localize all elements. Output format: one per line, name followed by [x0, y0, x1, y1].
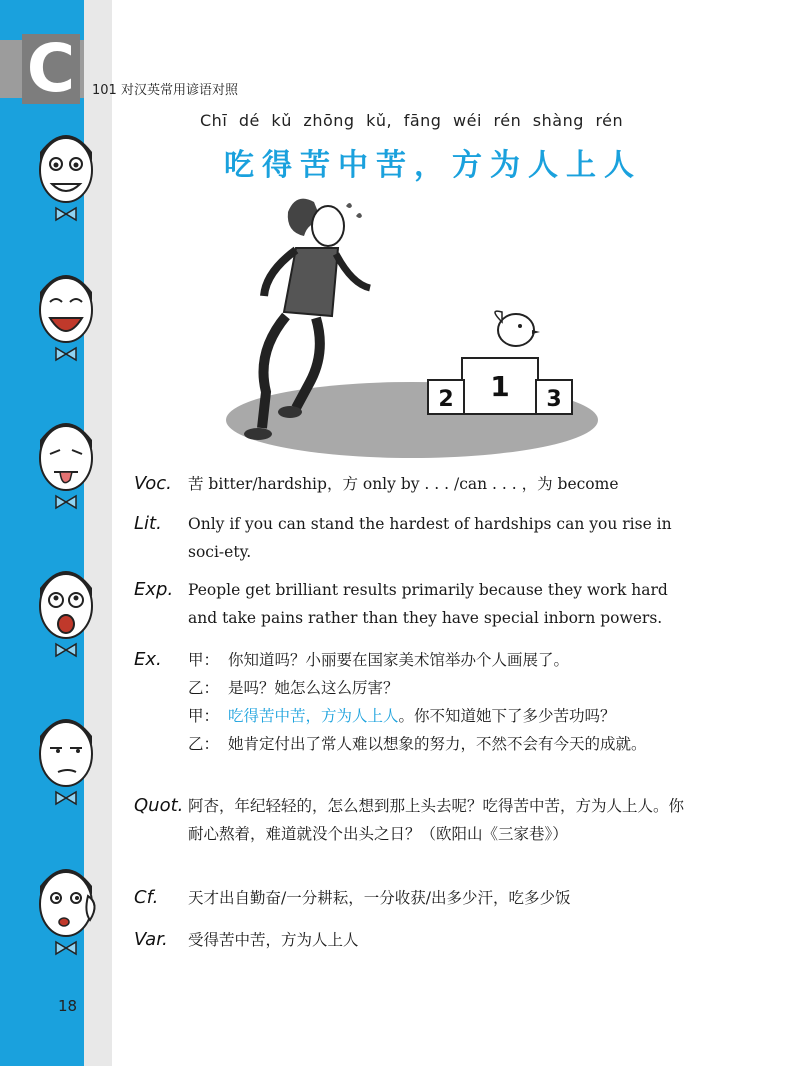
podium-third: 3: [546, 387, 562, 412]
exp-section: [134, 576, 694, 632]
exp-label: Exp.: [134, 579, 174, 600]
lit-text: Only if you can stand the hardest of hardships can you rise in soci-ety.: [188, 515, 672, 561]
quot-section: [134, 792, 694, 848]
lit-label: Lit.: [134, 513, 162, 534]
runner-podium-illustration: [226, 192, 598, 460]
listening-face-icon: [30, 856, 102, 956]
dialog-line: [134, 646, 694, 674]
cf-section: [134, 884, 694, 912]
var-text: 受得苦中苦，方为人上人: [188, 931, 359, 949]
var-section: [134, 926, 694, 954]
exp-text: People get brilliant results primarily because they work hard and take pains rather than they have special inborn powers.: [188, 581, 668, 627]
cf-text: 天才出自勤奋/一分耕耘，一分收获/出多少汗，吃多少饭: [188, 889, 571, 907]
smiling-face-icon: [30, 122, 102, 222]
entry-title: 吃得苦中苦，方为人上人: [224, 148, 642, 183]
entry-pinyin: Chī dé kǔ zhōng kǔ, fāng wéi rén shàng rén: [200, 111, 624, 130]
tongue-out-face-icon: [30, 410, 102, 510]
book-title: 101 对汉英常用谚语对照: [92, 83, 238, 98]
page-number: 18: [58, 997, 78, 1015]
ex-section: [134, 646, 694, 758]
laughing-face-icon: [30, 262, 102, 362]
dialog-speaker: 甲：: [188, 651, 220, 669]
proverb-highlight: 吃得苦中苦，方为人上人: [228, 707, 399, 725]
dialog-speaker: 甲：: [188, 707, 220, 725]
dialog-speaker: 乙：: [188, 679, 220, 697]
voc-text: 苦 bitter/hardship，方 only by . . . /can . . . ，为 become: [188, 475, 619, 493]
dialog-text: 她肯定付出了常人难以想象的努力，不然不会有今天的成就。: [228, 735, 647, 753]
dialog-line: [134, 730, 694, 758]
podium-first: 1: [490, 370, 510, 403]
chapter-letter: C: [22, 34, 80, 104]
quot-label: Quot.: [134, 795, 184, 816]
dialog-speaker: 乙：: [188, 735, 220, 753]
dialog-text: 你知道吗？小丽要在国家美术馆举办个人画展了。: [228, 651, 570, 669]
dialog-text: 。你不知道她下了多少苦功吗？: [398, 707, 616, 725]
dialog-text: 是吗？她怎么这么厉害？: [228, 679, 399, 697]
voc-label: Voc.: [134, 473, 172, 494]
skeptical-face-icon: [30, 706, 102, 806]
var-label: Var.: [134, 929, 168, 950]
cf-label: Cf.: [134, 887, 159, 908]
podium-second: 2: [438, 387, 454, 412]
dialog-line: [134, 674, 694, 702]
lit-section: [134, 510, 694, 566]
voc-section: [134, 470, 694, 498]
ex-label: Ex.: [134, 649, 162, 670]
quot-text: 阿杏，年纪轻轻的，怎么想到那上头去呢？吃得苦中苦，方为人上人。你耐心熬着，难道就没个出头之日？（欧阳山《三家巷》）: [188, 797, 685, 843]
surprised-face-icon: [30, 558, 102, 658]
dialog-line: [134, 702, 694, 730]
